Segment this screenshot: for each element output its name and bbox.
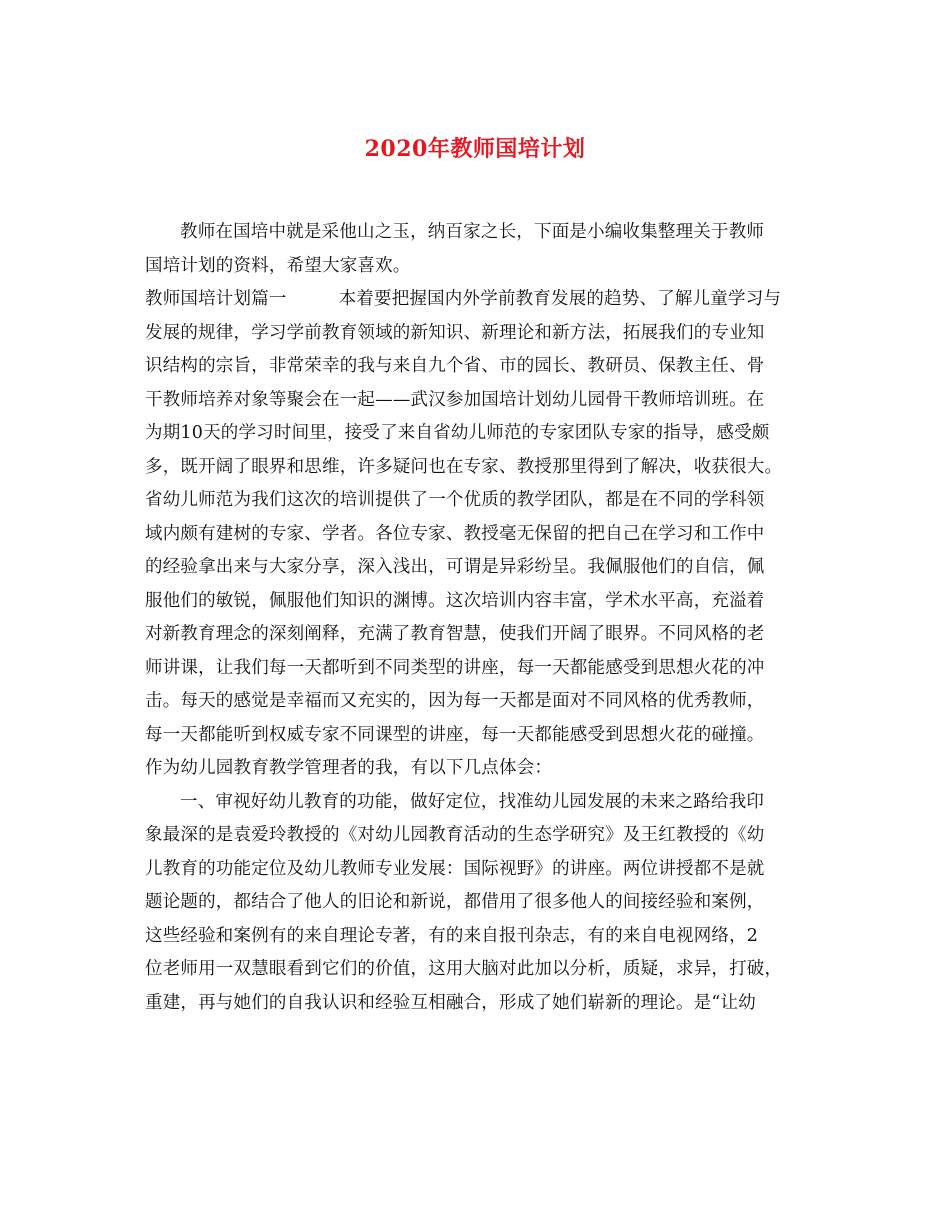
paragraph-line: 国培计划的资料，希望大家喜欢。 — [145, 255, 411, 276]
paragraph-line: 多，既开阔了眼界和思维，许多疑问也在专家、教授那里得到了解决，收获很大。 — [145, 456, 783, 477]
paragraph-line: 教师在国培中就是采他山之玉，纳百家之长，下面是小编收集整理关于教师 — [180, 222, 765, 242]
paragraph-line: 重建，再与她们的自我认识和经验互相融合，形成了她们崭新的理论。是“让幼 — [145, 992, 756, 1013]
paragraph-line-with-heading — [145, 283, 810, 317]
paragraph-line: 作为幼儿园教育教学管理者的我，有以下几点体会： — [145, 758, 553, 778]
paragraph-line: 题论题的，都结合了他人的旧论和新说，都借用了很多他人的间接经验和案例， — [145, 892, 765, 912]
paragraph-line: 对新教育理念的深刻阐释，充满了教育智慧，使我们开阔了眼界。不同风格的老 — [145, 624, 765, 644]
paragraph-line: 儿教育的功能定位及幼儿教师专业发展：国际视野》的讲座。两位讲授都不是就 — [145, 858, 765, 879]
paragraph-line: 服他们的敏锐，佩服他们知识的渊博。这次培训内容丰富，学术水平高，充溢着 — [145, 590, 765, 611]
paragraph-line: 干教师培养对象等聚会在一起——武汉参加国培计划幼儿园骨干教师培训班。在 — [145, 389, 765, 410]
paragraph-line — [145, 1020, 810, 1054]
paragraph-line: 位老师用一双慧眼看到它们的价值，这用大脑对此加以分析，质疑，求异，打破， — [145, 959, 783, 979]
paragraph-line: 这些经验和案例有的来自理论专著，有的来自报刊杂志，有的来自电视网络，2 — [145, 925, 759, 946]
paragraph-line: 师讲课，让我们每一天都听到不同类型的讲座，每一天都能感受到思想火花的冲 — [145, 657, 765, 678]
paragraph-line: 域内颇有建树的专家、学者。各位专家、教授毫无保留的把自己在学习和工作中 — [145, 523, 765, 544]
paragraph-line: 省幼儿师范为我们这次的培训提供了一个优质的教学团队，都是在不同的学科领 — [145, 490, 765, 510]
document-body — [145, 216, 810, 1054]
paragraph-line: 的经验拿出来与大家分享，深入浅出，可谓是异彩纷呈。我佩服他们的自信，佩 — [145, 557, 765, 577]
paragraph-line: 击。每天的感觉是幸福而又充实的，因为每一天都是面对不同风格的优秀教师， — [145, 691, 765, 711]
paragraph-line: 一、审视好幼儿教育的功能，做好定位，找准幼儿园发展的未来之路给我印 — [180, 791, 765, 812]
paragraph-line: 识结构的宗旨，非常荣幸的我与来自九个省、市的园长、教研员、保教主任、骨 — [145, 356, 765, 376]
document-title: 2020年教师国培计划 — [364, 136, 586, 162]
paragraph-line: 发展的规律，学习学前教育领域的新知识、新理论和新方法，拓展我们的专业知 — [145, 322, 765, 343]
paragraph-line: 每一天都能听到权威专家不同课型的讲座，每一天都能感受到思想火花的碰撞。 — [145, 724, 765, 745]
paragraph-line: 象最深的是袁爱玲教授的《对幼儿园教育活动的生态学研究》及王红教授的《幼 — [145, 825, 765, 845]
paragraph-line: 为期10天的学习时间里，接受了来自省幼儿师范的专家团队专家的指导，感受颇 — [145, 423, 770, 443]
paragraph-text: 本着要把握国内外学前教育发展的趋势、了解儿童学习与 — [338, 289, 782, 309]
section-heading: 教师国培计划篇一 — [145, 289, 287, 309]
